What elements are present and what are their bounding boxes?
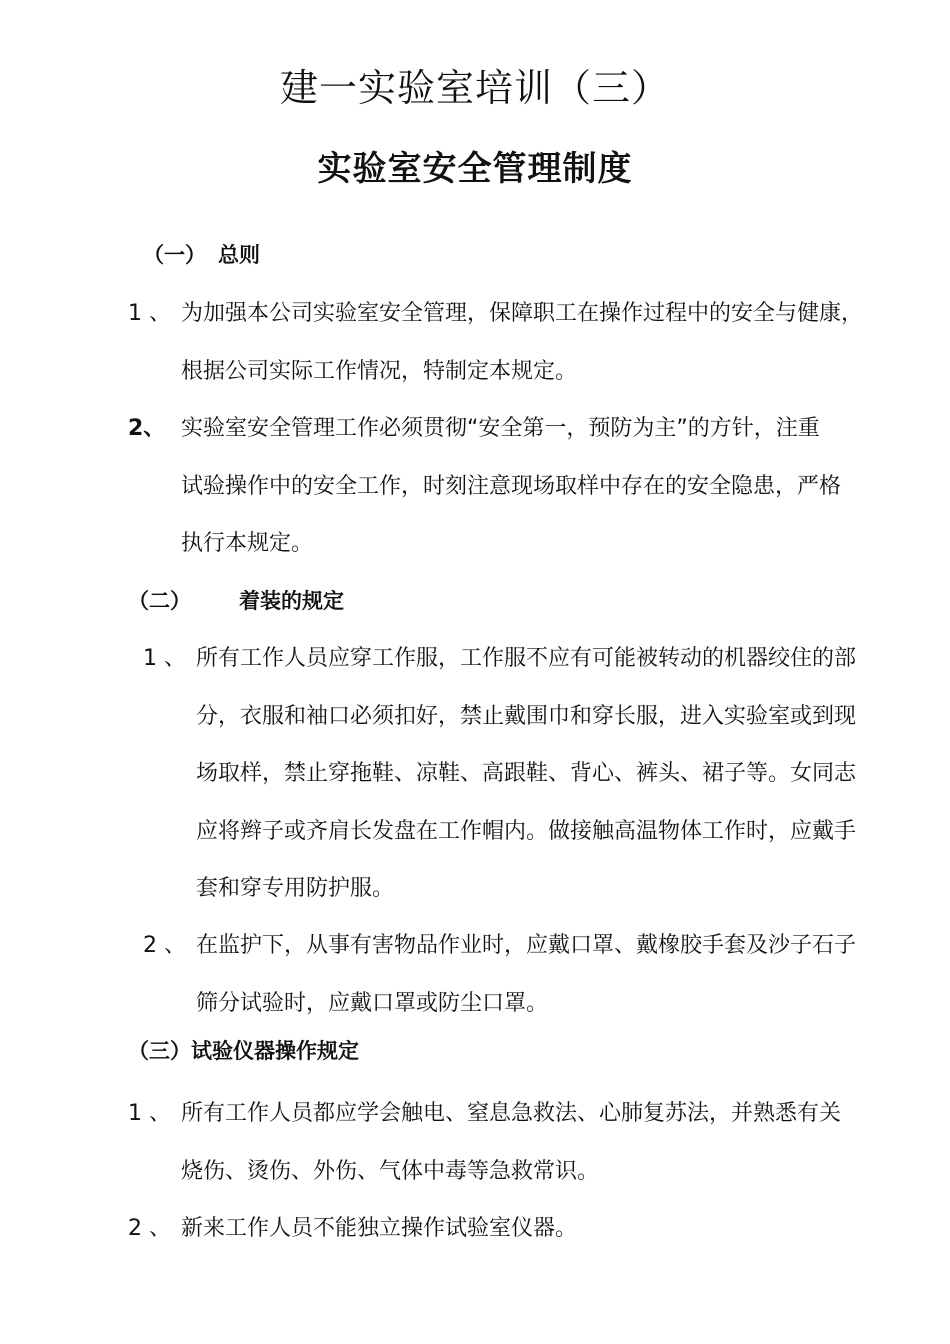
item-number: 2 、 — [128, 1216, 171, 1241]
item-line: 新来工作人员不能独立操作试验室仪器。 — [181, 1216, 578, 1241]
item-line: 根据公司实际工作情况，特制定本规定。 — [181, 358, 578, 384]
item-line: 烧伤、烫伤、外伤、气体中毒等急救常识。 — [181, 1158, 600, 1184]
item-line: 应将辫子或齐肩长发盘在工作帽内。做接触高温物体工作时，应戴手 — [196, 818, 857, 844]
list-item — [128, 1085, 908, 1200]
item-line: 所有工作人员都应学会触电、窒息急救法、心肺复苏法，并熟悉有关 — [181, 1101, 842, 1126]
list-item — [143, 630, 923, 918]
list-item — [143, 917, 923, 1032]
section-label: 试验仪器操作规定 — [191, 1039, 359, 1063]
section-heading-general — [143, 240, 260, 270]
section-number: （三） — [128, 1039, 191, 1063]
list-item — [128, 400, 908, 573]
item-line: 场取样，禁止穿拖鞋、凉鞋、高跟鞋、背心、裤头、裙子等。女同志 — [196, 761, 857, 786]
item-line: 所有工作人员应穿工作服，工作服不应有可能被转动的机器绞住的部 — [196, 646, 857, 671]
item-line: 分，衣服和袖口必须扣好，禁止戴围巾和穿长服，进入实验室或到现 — [196, 703, 857, 729]
item-line: 在监护下，从事有害物品作业时，应戴口罩、戴橡胶手套及沙子石子 — [196, 933, 857, 958]
section-number: （二） — [128, 589, 191, 613]
item-number: 2 、 — [143, 933, 186, 958]
item-number: 1 、 — [143, 646, 186, 671]
list-item — [128, 285, 908, 400]
item-number: 2、 — [128, 416, 166, 441]
item-line: 筛分试验时，应戴口罩或防尘口罩。 — [196, 990, 549, 1016]
section-heading-instrument-operation — [128, 1036, 359, 1066]
item-number: 1 、 — [128, 1101, 171, 1126]
section-number: （一） — [143, 243, 206, 267]
item-number: 1 、 — [128, 301, 171, 326]
section-label: 着装的规定 — [239, 589, 344, 613]
item-line: 为加强本公司实验室安全管理，保障职工在操作过程中的安全与健康， — [181, 301, 864, 326]
item-line: 套和穿专用防护服。 — [196, 876, 395, 901]
document-title: 建一实验室培训（三） — [279, 66, 670, 110]
item-line: 执行本规定。 — [181, 531, 314, 556]
list-item — [128, 1200, 908, 1258]
document-subtitle: 实验室安全管理制度 — [317, 149, 633, 189]
item-line: 试验操作中的安全工作，时刻注意现场取样中存在的安全隐患，严格 — [181, 473, 842, 499]
section-heading-dress-code — [128, 586, 344, 616]
section-label: 总则 — [218, 243, 260, 267]
item-line: 实验室安全管理工作必须贯彻“安全第一，预防为主”的方针，注重 — [181, 416, 820, 441]
